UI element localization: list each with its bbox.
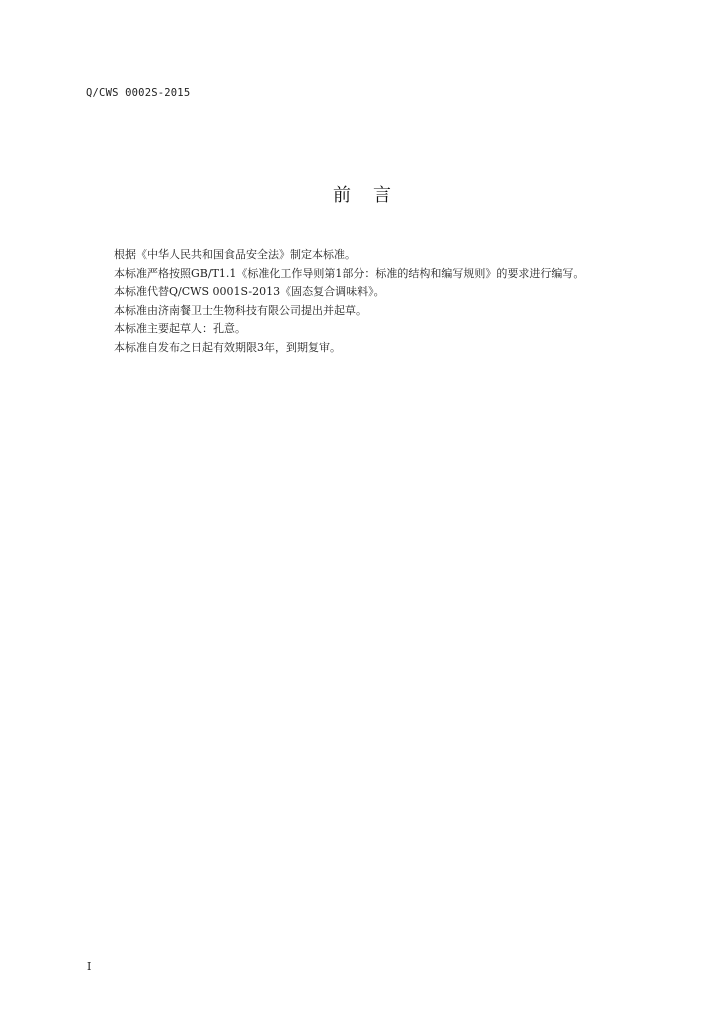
paragraph-drafting-rules: 本标准严格按照GB/T1.1《标准化工作导则第1部分：标准的结构和编写规则》的要求进行编写。 bbox=[114, 266, 585, 280]
paragraph-drafter: 本标准主要起草人：孔意。 bbox=[114, 322, 246, 335]
preface-body bbox=[114, 246, 674, 357]
section-title-preface: 前言 bbox=[333, 185, 413, 206]
page-number: I bbox=[87, 960, 92, 973]
paragraph-legal-basis: 根据《中华人民共和国食品安全法》制定本标准。 bbox=[114, 248, 356, 261]
paragraph-validity: 本标准自发布之日起有效期限3年，到期复审。 bbox=[114, 340, 341, 354]
paragraph-proposer: 本标准由济南餐卫士生物科技有限公司提出并起草。 bbox=[114, 303, 367, 317]
paragraph-replaces: 本标准代替Q/CWS 0001S-2013《固态复合调味料》。 bbox=[114, 285, 385, 298]
document-code: Q/CWS 0002S-2015 bbox=[86, 87, 191, 99]
